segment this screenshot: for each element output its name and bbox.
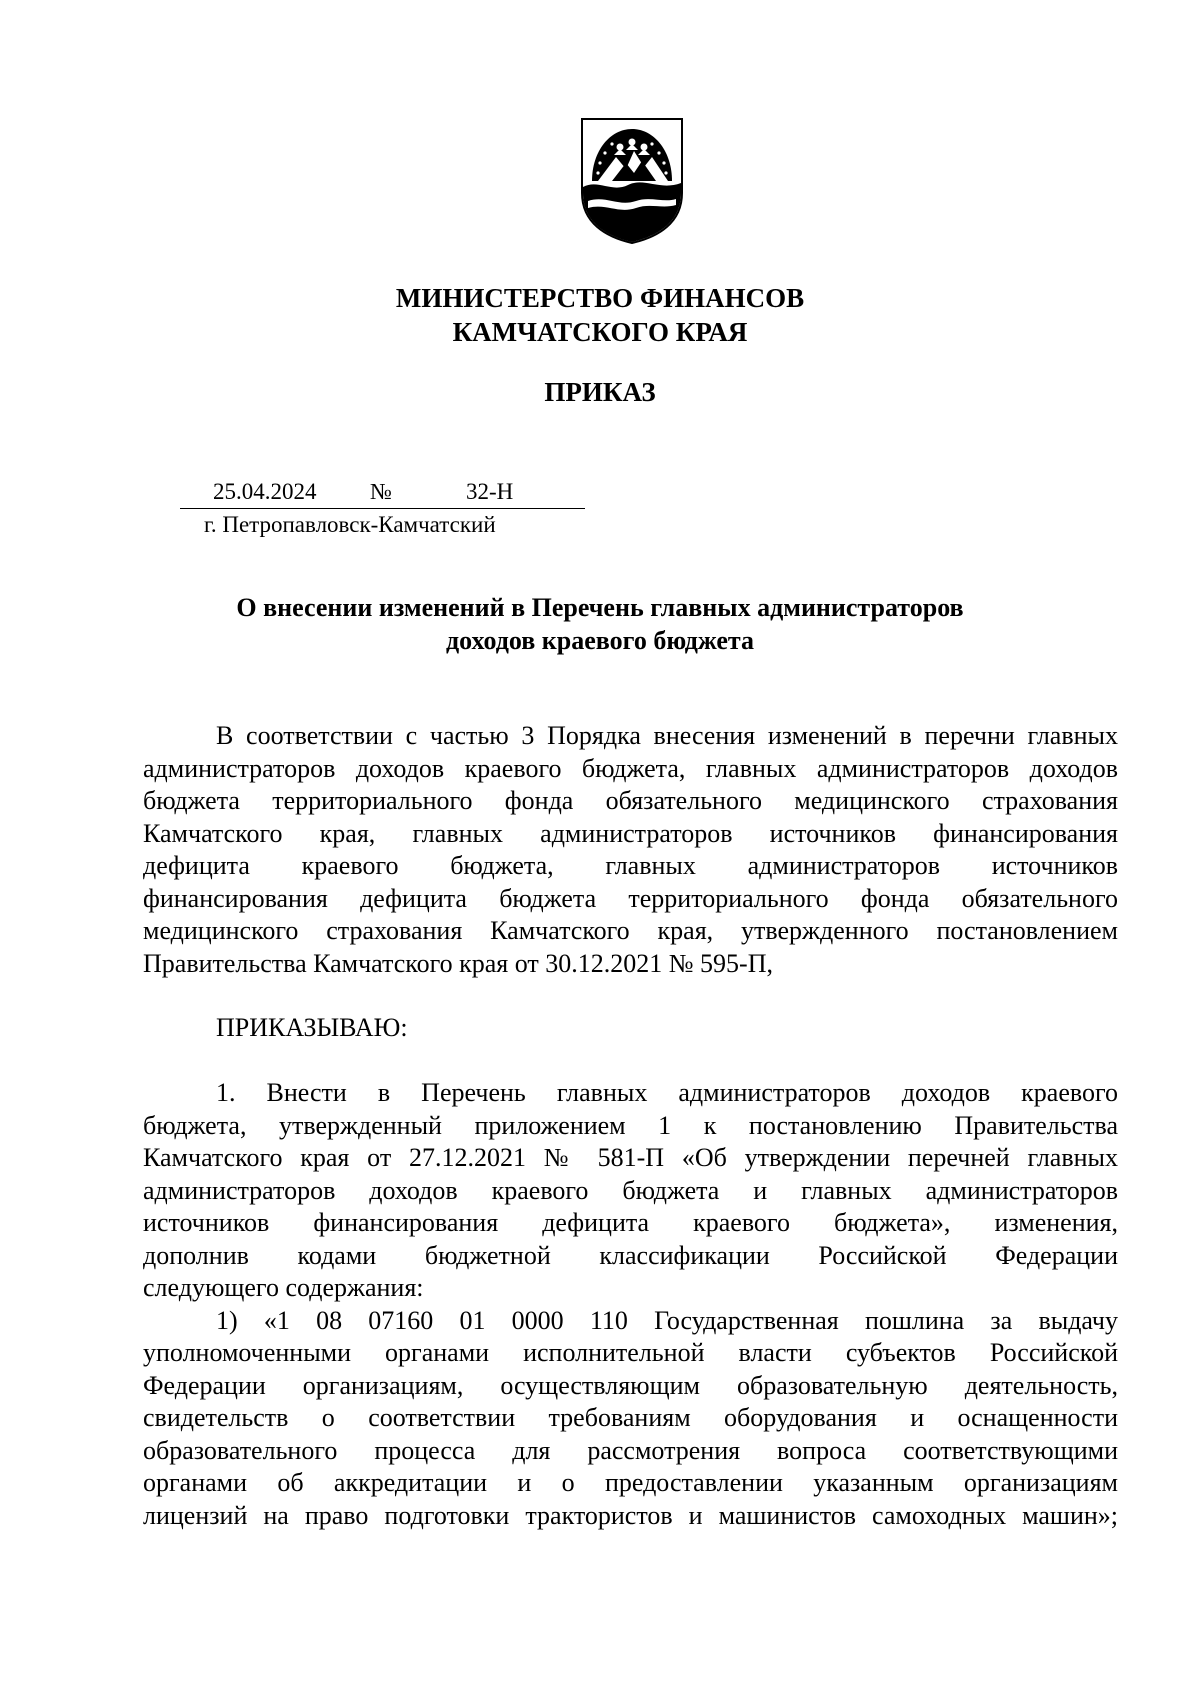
item-1-line: бюджета, утвержденный приложением 1 к постановлению Правительства xyxy=(143,1110,1118,1140)
preamble-line: медицинского страхования Камчатского края, утвержденного постановлением xyxy=(143,916,1118,945)
subject-line-2: доходов краевого бюджета xyxy=(446,626,754,655)
item-1-paragraph xyxy=(143,1077,1118,1532)
item-1-line: администраторов доходов краевого бюджета и главных администраторов xyxy=(143,1175,1118,1205)
item-1-line: Камчатского края от 27.12.2021 № 581-П «Об утверждении перечней главных xyxy=(143,1143,1118,1172)
sub-item-1-line: органами об аккредитации и о предоставлении указанным организациям xyxy=(143,1468,1118,1497)
preamble-line: дефицита краевого бюджета, главных администраторов источников xyxy=(143,851,1118,880)
preamble-line: В соответствии с частью 3 Порядка внесения изменений в перечни главных xyxy=(216,721,1118,750)
sub-item-1-line: 1) «1 08 07160 01 0000 110 Государственная пошлина за выдачу xyxy=(216,1305,1118,1335)
sub-item-1-line: свидетельств о соответствии требованиям оборудования и оснащенности xyxy=(143,1403,1118,1432)
item-1-line: 1. Внести в Перечень главных администраторов доходов краевого xyxy=(216,1078,1118,1107)
number-sign: № xyxy=(370,479,392,504)
document-date-number-line xyxy=(180,478,585,509)
item-1-line: следующего содержания: xyxy=(143,1273,424,1302)
preamble-line: администраторов доходов краевого бюджета, главных администраторов доходов xyxy=(143,753,1118,783)
sub-item-1-line: Федерации организациям, осуществляющим образовательную деятельность, xyxy=(143,1370,1118,1400)
document-type-title: ПРИКАЗ xyxy=(544,377,656,407)
preamble-line: Правительства Камчатского края от 30.12.2021 № 595-П, xyxy=(143,948,773,978)
ministry-name-line-1: МИНИСТЕРСТВО ФИНАНСОВ xyxy=(395,283,805,313)
order-word-paragraph xyxy=(143,1012,1118,1045)
item-1-line: источников финансирования дефицита краевого бюджета», изменения, xyxy=(143,1208,1118,1237)
sub-item-1-line: уполномоченными органами исполнительной власти субъектов Российской xyxy=(143,1338,1118,1367)
subject-line-1: О внесении изменений в Перечень главных администраторов xyxy=(236,593,964,622)
ministry-name-line-2: КАМЧАТСКОГО КРАЯ xyxy=(452,317,748,347)
preamble-line: бюджета территориального фонда обязательного медицинского страхования xyxy=(143,786,1118,815)
item-1-line: дополнив кодами бюджетной классификации Российской Федерации xyxy=(143,1240,1118,1270)
preamble-paragraph xyxy=(143,720,1118,980)
sub-item-1-line: лицензий на право подготовки трактористов и машинистов самоходных машин»; xyxy=(143,1500,1118,1530)
sub-item-1-line: образовательного процесса для рассмотрения вопроса соответствующими xyxy=(143,1435,1118,1465)
document-number: 32-Н xyxy=(466,479,514,504)
kamchatka-coat-of-arms-icon xyxy=(578,115,686,245)
order-word: ПРИКАЗЫВАЮ: xyxy=(216,1013,408,1042)
document-date: 25.04.2024 xyxy=(213,479,317,504)
preamble-line: Камчатского края, главных администраторов источников финансирования xyxy=(143,818,1118,848)
document-city: г. Петропавловск-Камчатский xyxy=(204,512,496,537)
preamble-line: финансирования дефицита бюджета территориального фонда обязательного xyxy=(143,883,1118,913)
